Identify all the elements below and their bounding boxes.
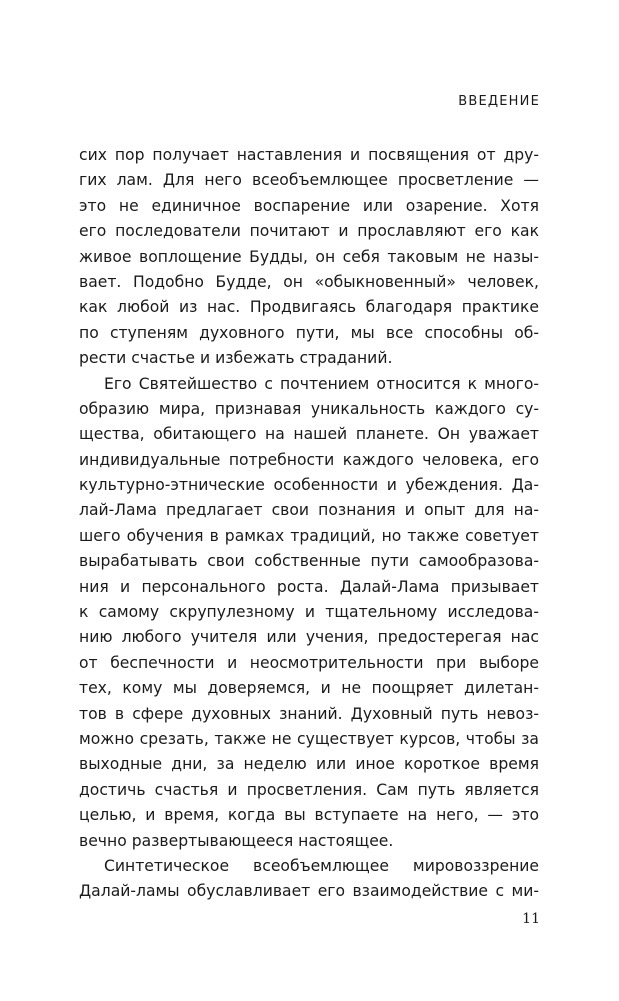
text-line: культурно-этнические особенности и убеждения. Да- xyxy=(79,476,539,495)
text-line: Его Святейшество с почтением относится к много- xyxy=(104,374,539,393)
text-line: индивидуальные потребности каждого человека, его xyxy=(79,450,539,469)
text-line: тов в сфере духовных знаний. Духовный путь невоз- xyxy=(79,704,539,723)
text-line: к самому скрупулезному и тщательному исследова- xyxy=(79,603,539,622)
text-line: щества, обитающего на нашей планете. Он уважает xyxy=(79,425,539,444)
text-line: Синтетическое всеобъемлющее мировоззрение xyxy=(104,856,539,875)
text-line: вает. Подобно Будде, он «обыкновенный» человек, xyxy=(79,272,539,291)
body-text xyxy=(79,143,539,905)
text-line: вечно развертывающееся настоящее. xyxy=(79,831,394,850)
text-line: целью, и время, когда вы вступаете на него, — это xyxy=(79,806,539,825)
text-line: шего обучения в рамках традиций, но также советует xyxy=(79,526,539,545)
text-line: лай-Лама предлагает свои познания и опыт для на- xyxy=(79,501,539,520)
text-line: образию мира, признавая уникальность каждого су- xyxy=(79,399,539,418)
text-line: его последователи почитают и прославляют его как xyxy=(79,222,539,241)
text-line: тех, кому мы доверяемся, и не поощряет дилетан- xyxy=(79,679,539,698)
page-number: 11 xyxy=(522,911,540,927)
text-line: сих пор получает наставления и посвящения от дру- xyxy=(79,146,539,164)
text-line: можно срезать, также не существует курсов, чтобы за xyxy=(79,729,539,748)
text-line: как любой из нас. Продвигаясь благодаря практике xyxy=(79,298,539,317)
text-line: достичь счастья и просветления. Сам путь является xyxy=(79,780,539,799)
text-line: Далай-ламы обуславливает его взаимодействие с ми- xyxy=(79,882,539,901)
text-line: по ступеням духовного пути, мы все способны об- xyxy=(79,323,539,342)
text-line: гих лам. Для него всеобъемлющее просветление — xyxy=(79,171,539,190)
text-line: живое воплощение Будды, он себя таковым не назы- xyxy=(79,247,539,266)
running-header: ВВЕДЕНИЕ xyxy=(458,94,540,109)
text-line: выходные дни, за неделю или иное короткое время xyxy=(79,755,539,774)
text-line: ния и персонального роста. Далай-Лама призывает xyxy=(79,577,539,596)
text-line: нию любого учителя или учения, предостерегая нас xyxy=(79,628,539,647)
text-line: это не единичное воспарение или озарение. Хотя xyxy=(79,196,539,215)
text-line: рести счастье и избежать страданий. xyxy=(79,349,393,368)
text-line: вырабатывать свои собственные пути самообразова- xyxy=(79,552,539,571)
text-line: от беспечности и неосмотрительности при выборе xyxy=(79,653,539,672)
